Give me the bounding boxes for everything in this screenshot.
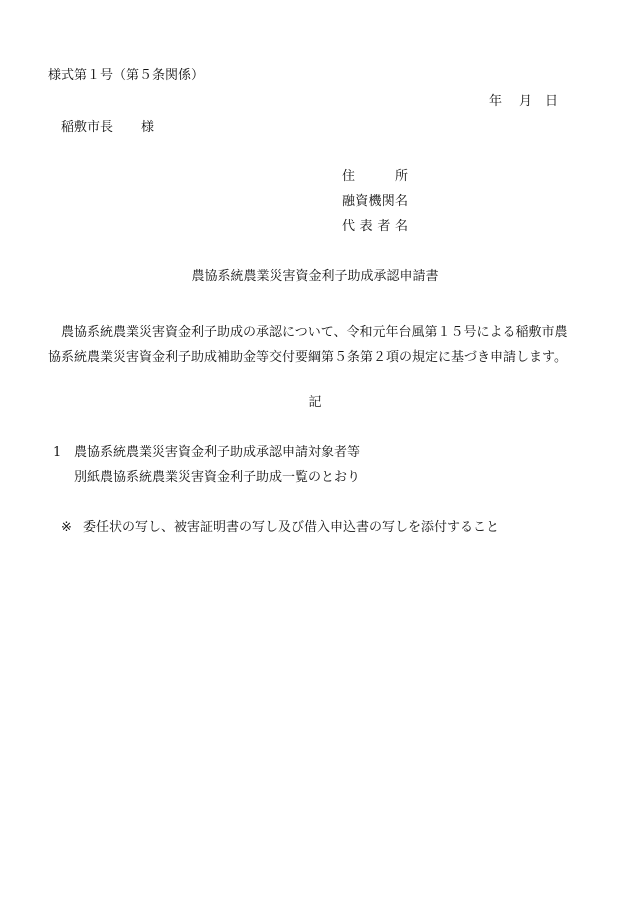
addressee (61, 120, 154, 136)
institution-label: 融資機関名 (342, 194, 408, 209)
form-number: 様式第１号（第５条関係） (48, 68, 205, 83)
addressee-honorific: 様 (141, 120, 155, 135)
item-title: 農協系統農業災害資金利子助成承認申請対象者等 (74, 445, 361, 460)
date-day-label: 日 (545, 94, 559, 109)
body-line-1: 農協系統農業災害資金利子助成の承認について、令和元年台風第１５号による稲敷市農 (61, 325, 568, 340)
ki-heading: 記 (308, 395, 322, 410)
representative-label: 代表者名 (342, 219, 408, 234)
applicant-representative-row (342, 219, 408, 235)
date-line (489, 94, 558, 110)
item-number: 1 (53, 445, 62, 460)
body-paragraph (48, 320, 588, 370)
note-text: 委任状の写し、被害証明書の写し及び借入申込書の写しを添付すること (83, 520, 500, 535)
address-label: 住所 (342, 169, 408, 184)
applicant-address-row (342, 169, 408, 185)
body-line-2: 協系統農業災害資金利子助成補助金等交付要綱第５条第２項の規定に基づき申請します。 (48, 350, 567, 365)
date-month-label: 月 (519, 94, 533, 109)
note-mark: ※ (61, 520, 72, 535)
date-year-label: 年 (489, 94, 503, 109)
item-detail: 別紙農協系統農業災害資金利子助成一覧のとおり (74, 470, 361, 485)
applicant-institution-row (342, 194, 408, 210)
addressee-name: 稲敷市長 (61, 120, 114, 135)
document-title: 農協系統農業災害資金利子助成承認申請書 (191, 269, 439, 284)
